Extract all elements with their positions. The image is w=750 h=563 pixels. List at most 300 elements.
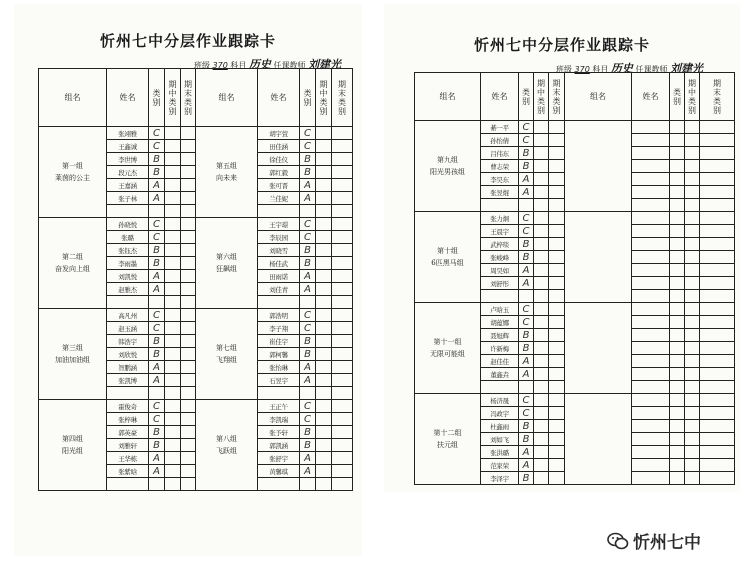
final-cell — [181, 426, 196, 439]
midterm-cell — [316, 153, 332, 166]
category-mark: C — [300, 322, 316, 335]
midterm-cell — [316, 127, 332, 140]
student-name: 韩浩宇 — [107, 335, 149, 348]
final-cell — [181, 374, 196, 387]
midterm-cell — [165, 309, 181, 322]
midterm-cell — [534, 264, 549, 277]
student-name: 赵玉涵 — [107, 322, 149, 335]
category-mark: A — [300, 179, 316, 192]
student-name: 曹志荣 — [481, 160, 519, 173]
group-name: 第十组 6匹黑马组 — [415, 212, 481, 303]
final-cell — [332, 127, 353, 140]
student-name: 张可晋 — [258, 179, 300, 192]
category-mark: A — [519, 355, 534, 368]
student-name: 王鑫诚 — [107, 140, 149, 153]
midterm-cell — [165, 140, 181, 153]
midterm-cell — [165, 231, 181, 244]
midterm-cell — [534, 225, 549, 238]
category-mark: A — [300, 374, 316, 387]
group-name: 第八组 飞跃组 — [196, 400, 258, 491]
final-cell — [332, 270, 353, 283]
student-name: 冯政宇 — [481, 407, 519, 420]
final-cell — [181, 218, 196, 231]
midterm-cell — [534, 368, 549, 381]
midterm-cell — [165, 166, 181, 179]
group-name-empty — [565, 212, 632, 303]
midterm-cell — [316, 140, 332, 153]
student-name: 杨济晟 — [481, 394, 519, 407]
category-mark: A — [149, 361, 165, 374]
category-mark: C — [519, 212, 534, 225]
final-cell — [549, 134, 565, 147]
final-cell — [549, 329, 565, 342]
category-mark: B — [300, 166, 316, 179]
final-cell — [181, 153, 196, 166]
category-mark: B — [300, 244, 316, 257]
wechat-icon — [607, 532, 629, 550]
category-mark: B — [300, 439, 316, 452]
category-mark: C — [519, 303, 534, 316]
table-row — [39, 309, 353, 322]
student-name: 张钰杰 — [107, 244, 149, 257]
midterm-cell — [316, 335, 332, 348]
final-cell — [549, 303, 565, 316]
final-cell — [181, 270, 196, 283]
midterm-cell — [316, 244, 332, 257]
header-final-category: 期末类别 — [181, 69, 196, 127]
card-meta-line: 班级 370 科目 历史 任课教师 刘建光 — [194, 58, 342, 71]
header-group-name: 组名 — [39, 69, 107, 127]
student-name: 刘欣悦 — [107, 348, 149, 361]
group-name: 第五组 向未来 — [196, 127, 258, 218]
category-mark: B — [149, 426, 165, 439]
card-meta-line: 班级 370 科目 历史 任课教师 刘建光 — [556, 62, 704, 75]
student-name: 李昊东 — [481, 173, 519, 186]
midterm-cell — [165, 439, 181, 452]
header-student-name: 姓名 — [258, 69, 300, 127]
student-name: 杨佳武 — [258, 257, 300, 270]
header-category: 类别 — [300, 69, 316, 127]
category-mark: B — [149, 257, 165, 270]
category-mark: C — [519, 121, 534, 134]
category-mark: B — [149, 348, 165, 361]
final-cell — [181, 452, 196, 465]
category-mark: A — [149, 179, 165, 192]
student-name: 胡蕴娜 — [481, 316, 519, 329]
midterm-cell — [165, 465, 181, 478]
final-cell — [549, 121, 565, 134]
midterm-cell — [316, 309, 332, 322]
student-name: 周昊如 — [481, 264, 519, 277]
student-name: 董鑫垚 — [481, 368, 519, 381]
final-cell — [332, 244, 353, 257]
final-cell — [332, 426, 353, 439]
midterm-cell — [316, 361, 332, 374]
student-name: 郭英豪 — [107, 426, 149, 439]
student-name: 李凯瑞 — [258, 413, 300, 426]
midterm-cell — [316, 322, 332, 335]
final-cell — [332, 322, 353, 335]
midterm-cell — [165, 257, 181, 270]
student-name: 王宇璟 — [258, 218, 300, 231]
group-name: 第二组 奋发向上组 — [39, 218, 107, 309]
final-cell — [181, 257, 196, 270]
category-mark: B — [300, 335, 316, 348]
student-name: 王晨宇 — [481, 225, 519, 238]
category-mark: A — [300, 452, 316, 465]
student-name: 卢晗玉 — [481, 303, 519, 316]
final-cell — [549, 238, 565, 251]
group-name-empty — [565, 394, 632, 485]
midterm-cell — [316, 218, 332, 231]
category-mark: A — [300, 361, 316, 374]
category-mark: A — [519, 264, 534, 277]
student-name: 刘凯悦 — [107, 270, 149, 283]
midterm-cell — [534, 212, 549, 225]
student-name: 张璐 — [107, 231, 149, 244]
final-cell — [549, 160, 565, 173]
final-cell — [181, 322, 196, 335]
category-mark: C — [300, 127, 316, 140]
final-cell — [181, 166, 196, 179]
midterm-cell — [165, 335, 181, 348]
final-cell — [549, 407, 565, 420]
table-row — [39, 127, 353, 140]
final-cell — [332, 335, 353, 348]
final-cell — [181, 465, 196, 478]
midterm-cell — [534, 238, 549, 251]
midterm-cell — [534, 355, 549, 368]
table-row — [39, 400, 353, 413]
final-cell — [332, 413, 353, 426]
midterm-cell — [165, 127, 181, 140]
category-mark: C — [149, 322, 165, 335]
header-midterm-category: 期中类别 — [316, 69, 332, 127]
midterm-cell — [534, 420, 549, 433]
group-name-empty — [565, 121, 632, 212]
category-mark: A — [149, 192, 165, 205]
student-name: 武梓琰 — [481, 238, 519, 251]
card-title: 忻州七中分层作业跟踪卡 — [473, 36, 650, 54]
category-mark: C — [519, 225, 534, 238]
group-name: 第六组 狂飙组 — [196, 218, 258, 309]
student-name: 张予轩 — [258, 426, 300, 439]
midterm-cell — [534, 329, 549, 342]
final-cell — [549, 264, 565, 277]
final-cell — [181, 309, 196, 322]
final-cell — [181, 127, 196, 140]
final-cell — [332, 400, 353, 413]
header-group-name: 组名 — [196, 69, 258, 127]
student-name: 徐佳仪 — [258, 153, 300, 166]
student-name: 张力炯 — [481, 212, 519, 225]
category-mark: A — [519, 186, 534, 199]
category-mark: B — [519, 433, 534, 446]
final-cell — [181, 335, 196, 348]
student-name: 刘舒彤 — [481, 277, 519, 290]
midterm-cell — [534, 160, 549, 173]
final-cell — [332, 192, 353, 205]
student-name: 张子林 — [107, 192, 149, 205]
final-cell — [549, 355, 565, 368]
midterm-cell — [534, 277, 549, 290]
group-name: 第一组 莱茵的公主 — [39, 127, 107, 218]
final-cell — [549, 147, 565, 160]
student-name: 田佳涵 — [258, 140, 300, 153]
final-cell — [332, 166, 353, 179]
student-name: 田雨诺 — [258, 270, 300, 283]
student-name: 胡宇萱 — [258, 127, 300, 140]
category-mark: A — [149, 283, 165, 296]
student-name: 石昱宇 — [258, 374, 300, 387]
group-name: 第十二组 扶元组 — [415, 394, 481, 485]
category-mark: B — [149, 244, 165, 257]
category-mark: B — [300, 153, 316, 166]
midterm-cell — [165, 270, 181, 283]
student-name: 兰佳妮 — [258, 192, 300, 205]
category-mark: A — [300, 192, 316, 205]
student-name: 孙怡倩 — [481, 134, 519, 147]
header-category: 类别 — [670, 73, 685, 121]
category-mark: C — [149, 140, 165, 153]
category-mark: B — [300, 257, 316, 270]
student-name: 郭浩明 — [258, 309, 300, 322]
midterm-cell — [534, 173, 549, 186]
final-cell — [549, 420, 565, 433]
category-mark: B — [519, 472, 534, 485]
midterm-cell — [534, 121, 549, 134]
category-mark: C — [300, 400, 316, 413]
final-cell — [549, 472, 565, 485]
final-cell — [332, 153, 353, 166]
header-student-name: 姓名 — [632, 73, 670, 121]
final-cell — [549, 277, 565, 290]
final-cell — [181, 140, 196, 153]
header-final-category: 期末类别 — [700, 73, 735, 121]
student-name: 赵雅杰 — [107, 283, 149, 296]
midterm-cell — [534, 433, 549, 446]
category-mark: A — [149, 452, 165, 465]
final-cell — [332, 374, 353, 387]
student-name: 张怡琳 — [258, 361, 300, 374]
table-row — [415, 303, 735, 316]
category-mark: B — [519, 420, 534, 433]
student-name: 张凯博 — [107, 374, 149, 387]
group-table-right — [414, 72, 735, 485]
category-mark: A — [519, 173, 534, 186]
midterm-cell — [165, 413, 181, 426]
table-row — [415, 394, 735, 407]
midterm-cell — [316, 231, 332, 244]
header-midterm-category: 期中类别 — [685, 73, 700, 121]
group-name: 第三组 加油加油组 — [39, 309, 107, 400]
final-cell — [549, 316, 565, 329]
midterm-cell — [165, 179, 181, 192]
group-name: 第四组 阳光组 — [39, 400, 107, 491]
header-category: 类别 — [519, 73, 534, 121]
final-cell — [549, 368, 565, 381]
student-name: 杜鑫雨 — [481, 420, 519, 433]
category-mark: A — [519, 459, 534, 472]
final-cell — [549, 433, 565, 446]
category-mark: B — [149, 335, 165, 348]
watermark-text: 忻州七中 — [633, 533, 701, 553]
category-mark: A — [300, 465, 316, 478]
final-cell — [181, 244, 196, 257]
midterm-cell — [534, 303, 549, 316]
student-name: 智鹏涵 — [107, 361, 149, 374]
final-cell — [549, 212, 565, 225]
tracking-card-left — [14, 4, 362, 556]
group-name-empty — [565, 303, 632, 394]
category-mark: C — [300, 231, 316, 244]
final-cell — [181, 192, 196, 205]
midterm-cell — [316, 374, 332, 387]
student-name: 刘晓雪 — [258, 244, 300, 257]
student-name: 张翊雅 — [107, 127, 149, 140]
category-mark: C — [149, 400, 165, 413]
category-mark: A — [519, 368, 534, 381]
table-row — [39, 218, 353, 231]
midterm-cell — [316, 452, 332, 465]
final-cell — [332, 452, 353, 465]
category-mark: C — [149, 218, 165, 231]
student-name: 李辰园 — [258, 231, 300, 244]
midterm-cell — [316, 166, 332, 179]
midterm-cell — [316, 192, 332, 205]
student-name: 刘雅轩 — [107, 439, 149, 452]
final-cell — [332, 361, 353, 374]
midterm-cell — [316, 348, 332, 361]
midterm-cell — [165, 218, 181, 231]
final-cell — [332, 348, 353, 361]
midterm-cell — [534, 134, 549, 147]
group-name: 第十一组 无限可能组 — [415, 303, 481, 394]
student-name: 郭红毅 — [258, 166, 300, 179]
midterm-cell — [165, 426, 181, 439]
midterm-cell — [534, 251, 549, 264]
midterm-cell — [165, 283, 181, 296]
category-mark: B — [519, 238, 534, 251]
student-name: 王华栋 — [107, 452, 149, 465]
final-cell — [332, 283, 353, 296]
midterm-cell — [165, 361, 181, 374]
student-name: 刘佳青 — [258, 283, 300, 296]
student-name: 崔佳宇 — [258, 335, 300, 348]
category-mark: A — [519, 446, 534, 459]
midterm-cell — [534, 186, 549, 199]
category-mark: C — [300, 309, 316, 322]
midterm-cell — [534, 342, 549, 355]
final-cell — [549, 173, 565, 186]
category-mark: B — [519, 329, 534, 342]
watermark — [607, 528, 701, 553]
category-mark: C — [519, 134, 534, 147]
header-final-category: 期末类别 — [332, 69, 353, 127]
midterm-cell — [165, 244, 181, 257]
final-cell — [181, 413, 196, 426]
final-cell — [181, 179, 196, 192]
midterm-cell — [165, 400, 181, 413]
student-name: 张洪璐 — [481, 446, 519, 459]
final-cell — [549, 446, 565, 459]
category-mark: A — [300, 283, 316, 296]
final-cell — [332, 309, 353, 322]
final-cell — [549, 459, 565, 472]
student-name: 郭柯馨 — [258, 348, 300, 361]
student-name: 王正午 — [258, 400, 300, 413]
student-name: 张峻峰 — [481, 251, 519, 264]
midterm-cell — [165, 192, 181, 205]
final-cell — [549, 342, 565, 355]
midterm-cell — [316, 257, 332, 270]
category-mark: A — [149, 465, 165, 478]
student-name: 高凡州 — [107, 309, 149, 322]
midterm-cell — [534, 472, 549, 485]
student-name: 王嘉涵 — [107, 179, 149, 192]
student-name: 孙晓悦 — [107, 218, 149, 231]
category-mark: B — [300, 348, 316, 361]
student-name: 聂旭辉 — [481, 329, 519, 342]
category-mark: B — [149, 439, 165, 452]
midterm-cell — [534, 407, 549, 420]
midterm-cell — [534, 147, 549, 160]
header-student-name: 姓名 — [481, 73, 519, 121]
final-cell — [181, 361, 196, 374]
final-cell — [549, 394, 565, 407]
student-name: 郭凯涵 — [258, 439, 300, 452]
student-name: 李泽宇 — [481, 472, 519, 485]
final-cell — [332, 257, 353, 270]
group-name: 第九组 阳光男孩组 — [415, 121, 481, 212]
student-name: 刘如飞 — [481, 433, 519, 446]
student-name: 李子翔 — [258, 322, 300, 335]
category-mark: A — [519, 277, 534, 290]
category-mark: C — [519, 407, 534, 420]
header-group-name: 组名 — [565, 73, 632, 121]
student-name: 霍俊奇 — [107, 400, 149, 413]
midterm-cell — [165, 348, 181, 361]
header-midterm-category: 期中类别 — [165, 69, 181, 127]
category-mark: C — [519, 394, 534, 407]
final-cell — [181, 439, 196, 452]
category-mark: B — [149, 166, 165, 179]
category-mark: C — [149, 231, 165, 244]
header-final-category: 期末类别 — [549, 73, 565, 121]
group-name: 第七组 飞翔组 — [196, 309, 258, 400]
midterm-cell — [165, 452, 181, 465]
student-name: 赵佳佳 — [481, 355, 519, 368]
student-name: 张梓琳 — [107, 413, 149, 426]
student-name: 黄馨琪 — [258, 465, 300, 478]
category-mark: B — [149, 153, 165, 166]
final-cell — [181, 283, 196, 296]
category-mark: C — [519, 316, 534, 329]
category-mark: B — [519, 160, 534, 173]
category-mark: A — [149, 374, 165, 387]
category-mark: B — [300, 426, 316, 439]
midterm-cell — [316, 413, 332, 426]
final-cell — [549, 225, 565, 238]
student-name: 綦一平 — [481, 121, 519, 134]
category-mark: C — [300, 413, 316, 426]
category-mark: C — [149, 413, 165, 426]
final-cell — [181, 348, 196, 361]
midterm-cell — [316, 439, 332, 452]
midterm-cell — [316, 179, 332, 192]
student-name: 段元杰 — [107, 166, 149, 179]
student-name: 许新梅 — [481, 342, 519, 355]
